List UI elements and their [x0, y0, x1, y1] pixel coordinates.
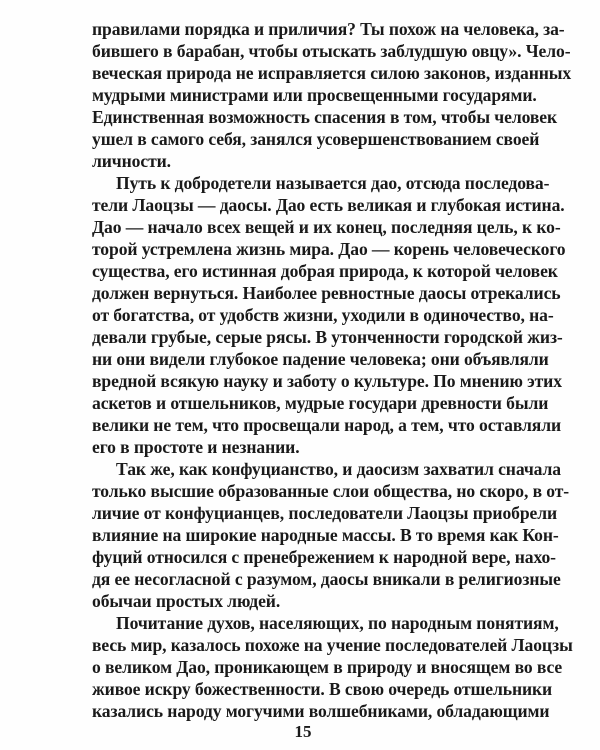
text-line: Дао — начало всех вещей и их конец, последняя цель, к ко- [92, 217, 561, 237]
text-line: влияние на широкие народные массы. В то время как Кон- [92, 525, 559, 545]
text-line: его в простоте и незнании. [92, 437, 300, 457]
text-line: девали грубые, серые рясы. В утонченности городской жиз- [92, 327, 563, 347]
text-line: обычаи простых людей. [92, 591, 281, 611]
text-line: велики не тем, что просвещали народ, а тем, что оставляли [92, 415, 562, 435]
text-line: существа, его истинная добрая природа, к которой человек [92, 261, 558, 281]
text-line: веческая природа не исправляется силою законов, изданных [92, 63, 572, 83]
text-line: вредной всякую науку и заботу о культуре. По мнению этих [92, 371, 562, 391]
text-line: личие от конфуцианцев, последователи Лаоцзы приобрели [92, 503, 558, 523]
text-line: только высшие образованные слои общества, но скоро, в от- [92, 481, 570, 501]
body-text [92, 18, 573, 722]
text-line: фуций относился с пренебрежением к народной вере, нахо- [92, 547, 556, 567]
page-number: 15 [294, 722, 312, 741]
text-line: весь мир, казалось похоже на учение последователей Лаоцзы [92, 635, 573, 655]
text-line: аскетов и отшельников, мудрые государи древности были [92, 393, 549, 413]
text-line: торой устремлена жизнь мира. Дао — корень человеческого [92, 239, 566, 259]
text-line: дя ее несогласной с разумом, даосы вникали в религиозные [92, 569, 561, 589]
text-line: правилами порядка и приличия? Ты похож на человека, за- [92, 19, 565, 39]
text-line: должен вернуться. Наиболее ревностные даосы отрекались [92, 283, 561, 303]
text-line: от богатства, от удобств жизни, уходили в одиночество, на- [92, 305, 554, 325]
text-line: Так же, как конфуцианство, и даосизм захватил сначала [116, 459, 561, 479]
text-line: мудрыми министрами или просвещенными государями. [92, 85, 537, 105]
text-line: личности. [92, 151, 171, 171]
paragraph-1 [92, 18, 572, 172]
text-line: ушел в самого себя, занялся усовершенствованием своей [92, 129, 540, 149]
text-line: Почитание духов, населяющих, по народным понятиям, [116, 613, 559, 633]
text-line: казались народу могучими волшебниками, обладающими [92, 701, 550, 721]
paragraph-3 [92, 458, 570, 612]
text-line: Путь к добродетели называется дао, отсюда последова- [116, 173, 550, 193]
text-line: бившего в барабан, чтобы отыскать заблудшую овцу». Чело- [92, 41, 571, 61]
text-line: живое искру божественности. В свою очередь отшельники [92, 679, 553, 699]
paragraph-4 [92, 612, 573, 722]
text-line: о великом Дао, проникающем в природу и вносящем во все [92, 657, 563, 677]
paragraph-2 [92, 172, 566, 458]
text-line: ни они видели глубокое падение человека; они объявляли [92, 349, 549, 369]
text-line: тели Лаоцзы — даосы. Дао есть великая и глубокая истина. [92, 195, 565, 215]
text-line: Единственная возможность спасения в том, чтобы человек [92, 107, 558, 127]
